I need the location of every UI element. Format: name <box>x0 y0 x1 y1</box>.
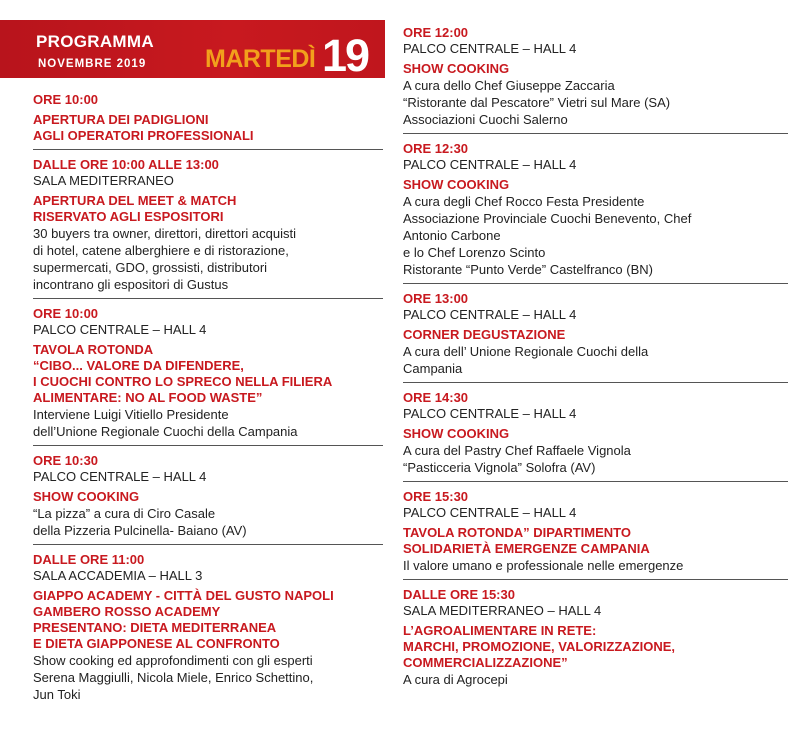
event-place: PALCO CENTRALE – HALL 4 <box>33 469 207 484</box>
event-time: ORE 13:00 <box>403 291 469 306</box>
event-description-line: 30 buyers tra owner, direttori, direttori acquisti <box>33 226 297 241</box>
event-description-line: A cura degli Chef Rocco Festa Presidente <box>403 194 645 209</box>
event-title <box>33 588 383 652</box>
event-time: DALLE ORE 15:30 <box>403 587 515 602</box>
event-description-line: e lo Chef Lorenzo Scinto <box>403 245 546 260</box>
event-description-line: Show cooking ed approfondimenti con gli esperti <box>33 653 313 668</box>
program-entry <box>33 552 383 708</box>
event-title-line: “CIBO... VALORE DA DIFENDERE, <box>33 358 244 373</box>
program-entry <box>403 489 788 580</box>
event-title <box>33 342 383 406</box>
event-time: ORE 10:30 <box>33 453 99 468</box>
event-description-line: Associazioni Cuochi Salerno <box>403 112 568 127</box>
event-title-line: L’AGROALIMENTARE IN RETE: <box>403 623 597 638</box>
event-title <box>403 426 788 442</box>
event-title-line: SHOW COOKING <box>33 489 140 504</box>
event-description-line: Serena Maggiulli, Nicola Miele, Enrico Schettino, <box>33 670 314 685</box>
event-time: ORE 14:30 <box>403 390 469 405</box>
event-title-line: MARCHI, PROMOZIONE, VALORIZZAZIONE, <box>403 639 676 654</box>
event-place: PALCO CENTRALE – HALL 4 <box>403 307 577 322</box>
event-description-line: Campania <box>403 361 463 376</box>
program-column-right <box>403 25 788 700</box>
event-description-line: A cura del Pastry Chef Raffaele Vignola <box>403 443 631 458</box>
event-time: ORE 10:00 <box>33 306 99 321</box>
event-place: PALCO CENTRALE – HALL 4 <box>403 41 577 56</box>
event-place: SALA MEDITERRANEO <box>33 173 174 188</box>
event-description-line: di hotel, catene alberghiere e di ristorazione, <box>33 243 289 258</box>
event-time: ORE 15:30 <box>403 489 469 504</box>
event-place: PALCO CENTRALE – HALL 4 <box>403 157 577 172</box>
program-entry <box>33 306 383 446</box>
event-title-line: APERTURA DEL MEET & MATCH <box>33 193 237 208</box>
event-title-line: SHOW COOKING <box>403 177 510 192</box>
event-title-line: TAVOLA ROTONDA” DIPARTIMENTO <box>403 525 631 540</box>
event-title-line: RISERVATO AGLI ESPOSITORI <box>33 209 224 224</box>
event-place: PALCO CENTRALE – HALL 4 <box>403 406 577 421</box>
program-entry <box>33 92 383 150</box>
header-banner <box>0 20 385 81</box>
event-description-line: Antonio Carbone <box>403 228 501 243</box>
event-description-line: A cura dello Chef Giuseppe Zaccaria <box>403 78 615 93</box>
program-column-left <box>33 92 383 715</box>
event-title <box>403 61 788 77</box>
event-title-line: TAVOLA ROTONDA <box>33 342 154 357</box>
month-label: NOVEMBRE 2019 <box>38 58 147 70</box>
event-time: ORE 10:00 <box>33 92 99 107</box>
event-title-line: PRESENTANO: DIETA MEDITERRANEA <box>33 620 277 635</box>
program-entry <box>403 587 788 693</box>
event-description-line: incontrano gli espositori di Gustus <box>33 277 229 292</box>
day-label: MARTEDÌ <box>205 45 316 73</box>
event-title <box>403 623 788 671</box>
event-time: DALLE ORE 11:00 <box>33 552 145 567</box>
event-title <box>403 327 788 343</box>
event-description-line: “Pasticceria Vignola” Solofra (AV) <box>403 460 596 475</box>
program-entry <box>33 453 383 545</box>
event-description-line: A cura dell’ Unione Regionale Cuochi della <box>403 344 649 359</box>
event-title-line: COMMERCIALIZZAZIONE” <box>403 655 568 670</box>
event-title <box>403 525 788 557</box>
event-title <box>403 177 788 193</box>
event-description-line: supermercati, GDO, grossisti, distributori <box>33 260 268 275</box>
event-description-line: A cura di Agrocepi <box>403 672 508 687</box>
program-entry <box>403 291 788 383</box>
day-number: 19 <box>322 30 369 81</box>
event-description-line: Associazione Provinciale Cuochi Benevento, Chef <box>403 211 692 226</box>
event-time: ORE 12:00 <box>403 25 469 40</box>
event-description-line: “Ristorante dal Pescatore” Vietri sul Mare (SA) <box>403 95 671 110</box>
event-place: SALA ACCADEMIA – HALL 3 <box>33 568 203 583</box>
event-description-line: Jun Toki <box>33 687 81 702</box>
event-description-line: della Pizzeria Pulcinella- Baiano (AV) <box>33 523 247 538</box>
event-title-line: GIAPPO ACADEMY - CITTÀ DEL GUSTO NAPOLI <box>33 588 334 603</box>
event-title-line: AGLI OPERATORI PROFESSIONALI <box>33 128 254 143</box>
event-title-line: I CUOCHI CONTRO LO SPRECO NELLA FILIERA <box>33 374 333 389</box>
event-title <box>33 489 383 505</box>
program-entry <box>33 157 383 299</box>
event-title-line: E DIETA GIAPPONESE AL CONFRONTO <box>33 636 280 651</box>
event-time: ORE 12:30 <box>403 141 469 156</box>
event-description-line: Ristorante “Punto Verde” Castelfranco (BN) <box>403 262 653 277</box>
event-time: DALLE ORE 10:00 ALLE 13:00 <box>33 157 219 172</box>
event-description-line: Interviene Luigi Vitiello Presidente <box>33 407 229 422</box>
programma-label: PROGRAMMA <box>36 32 154 51</box>
program-entry <box>403 390 788 482</box>
event-title-line: SHOW COOKING <box>403 61 510 76</box>
event-place: SALA MEDITERRANEO – HALL 4 <box>403 603 602 618</box>
event-title-line: GAMBERO ROSSO ACADEMY <box>33 604 221 619</box>
event-place: PALCO CENTRALE – HALL 4 <box>33 322 207 337</box>
event-title-line: ALIMENTARE: NO AL FOOD WASTE” <box>33 390 263 405</box>
event-title-line: CORNER DEGUSTAZIONE <box>403 327 566 342</box>
event-title-line: APERTURA DEI PADIGLIONI <box>33 112 209 127</box>
event-title <box>33 112 383 144</box>
event-description-line: “La pizza” a cura di Ciro Casale <box>33 506 216 521</box>
event-description-line: dell’Unione Regionale Cuochi della Campania <box>33 424 298 439</box>
event-title <box>33 193 383 225</box>
program-entry <box>403 141 788 284</box>
event-title-line: SOLIDARIETÀ EMERGENZE CAMPANIA <box>403 541 650 556</box>
event-place: PALCO CENTRALE – HALL 4 <box>403 505 577 520</box>
event-description-line: Il valore umano e professionale nelle emergenze <box>403 558 684 573</box>
event-title-line: SHOW COOKING <box>403 426 510 441</box>
program-entry <box>403 25 788 134</box>
